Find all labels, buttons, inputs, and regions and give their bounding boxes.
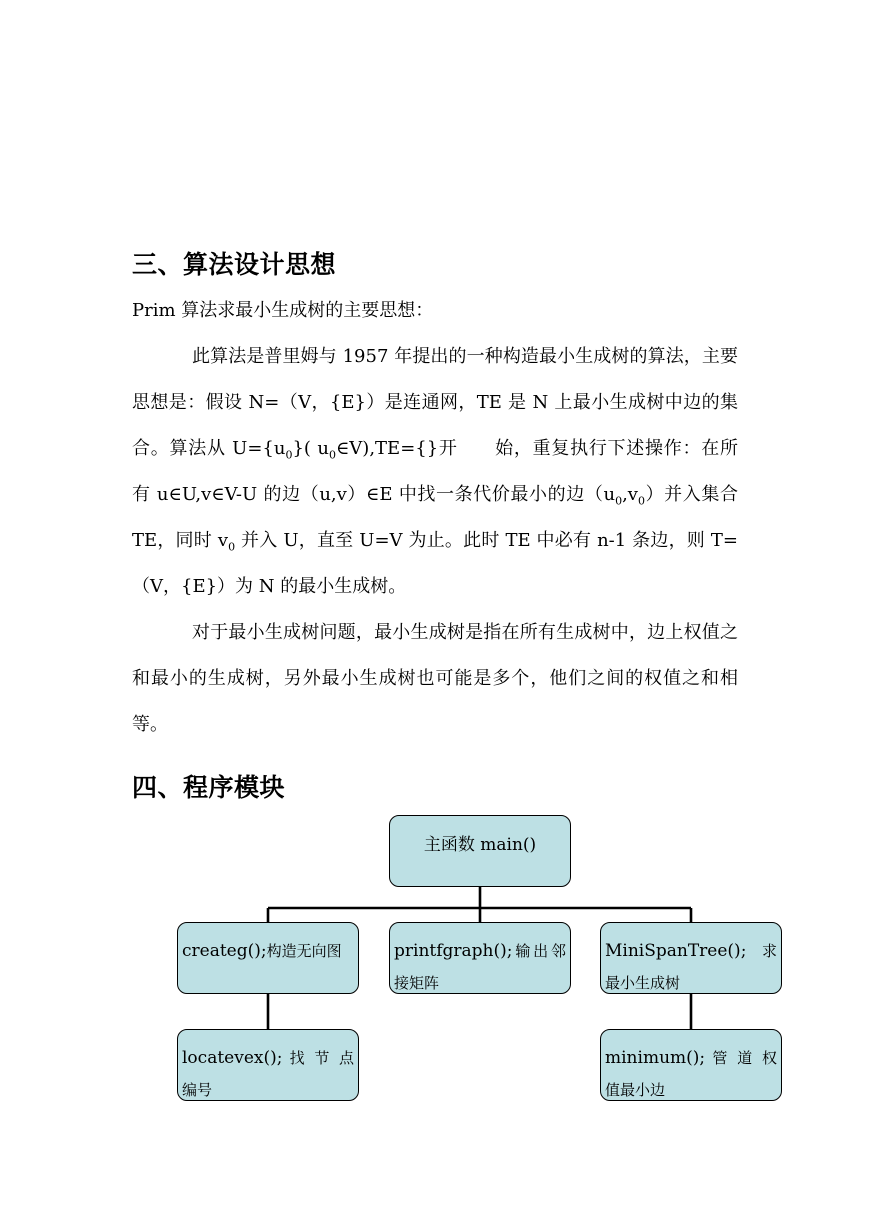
- node-locatevex-desc: 找 节 点编号: [182, 1049, 354, 1099]
- node-printfgraph-code: printfgraph();: [394, 941, 513, 961]
- node-locatevex: [177, 1029, 359, 1101]
- node-minimum: [600, 1029, 782, 1101]
- node-printfgraph: [389, 922, 571, 994]
- node-locatevex-code: locatevex();: [182, 1048, 283, 1068]
- node-createg: [177, 922, 359, 994]
- node-minimum-code: minimum();: [605, 1048, 706, 1068]
- section-heading-algorithm-design: 三、算法设计思想: [132, 250, 337, 279]
- node-printfgraph-desc: 输出邻接矩阵: [394, 942, 566, 992]
- node-main-function: [389, 815, 571, 887]
- node-minispantree-desc: 求最小生成树: [605, 942, 777, 992]
- paragraph-mst-definition: 对于最小生成树问题，最小生成树是指在所有生成树中，边上权值之和最小的生成树，另外最小生成树也可能是多个，他们之间的权值之和相等。: [132, 622, 738, 735]
- node-minimum-desc: 管 道 权值最小边: [605, 1049, 777, 1099]
- section-heading-program-modules: 四、程序模块: [132, 773, 286, 802]
- node-minispantree: [600, 922, 782, 994]
- node-createg-desc: 构造无向图: [266, 942, 342, 960]
- node-main-label: 主函数 main(): [423, 835, 537, 855]
- paragraph-prim-description: 此算法是普里姆与 1957 年提出的一种构造最小生成树的算法，主要思想是：假设 N=（V，{E}）是连通网，TE 是 N 上最小生成树中边的集合。算法从 $U=\{u_0\}$( $u_0\in V),TE=\{\}$开 始，重复执行下述操作：在所有 u∈U,v∈V-U 的边（u,v）∈E 中找一条代价最小的边$(u_0,v_0)$并入集合 TE，同时 $v_0$ 并入 U，直至 U=V 为止。此时 TE 中必有 n-1 条边，则 T=（V，{E}）为 N 的最小生成树。: [132, 346, 738, 597]
- node-minispantree-code: MiniSpanTree();: [605, 941, 747, 961]
- node-createg-code: createg();: [182, 941, 267, 961]
- intro-line: Prim 算法求最小生成树的主要思想：: [132, 300, 434, 321]
